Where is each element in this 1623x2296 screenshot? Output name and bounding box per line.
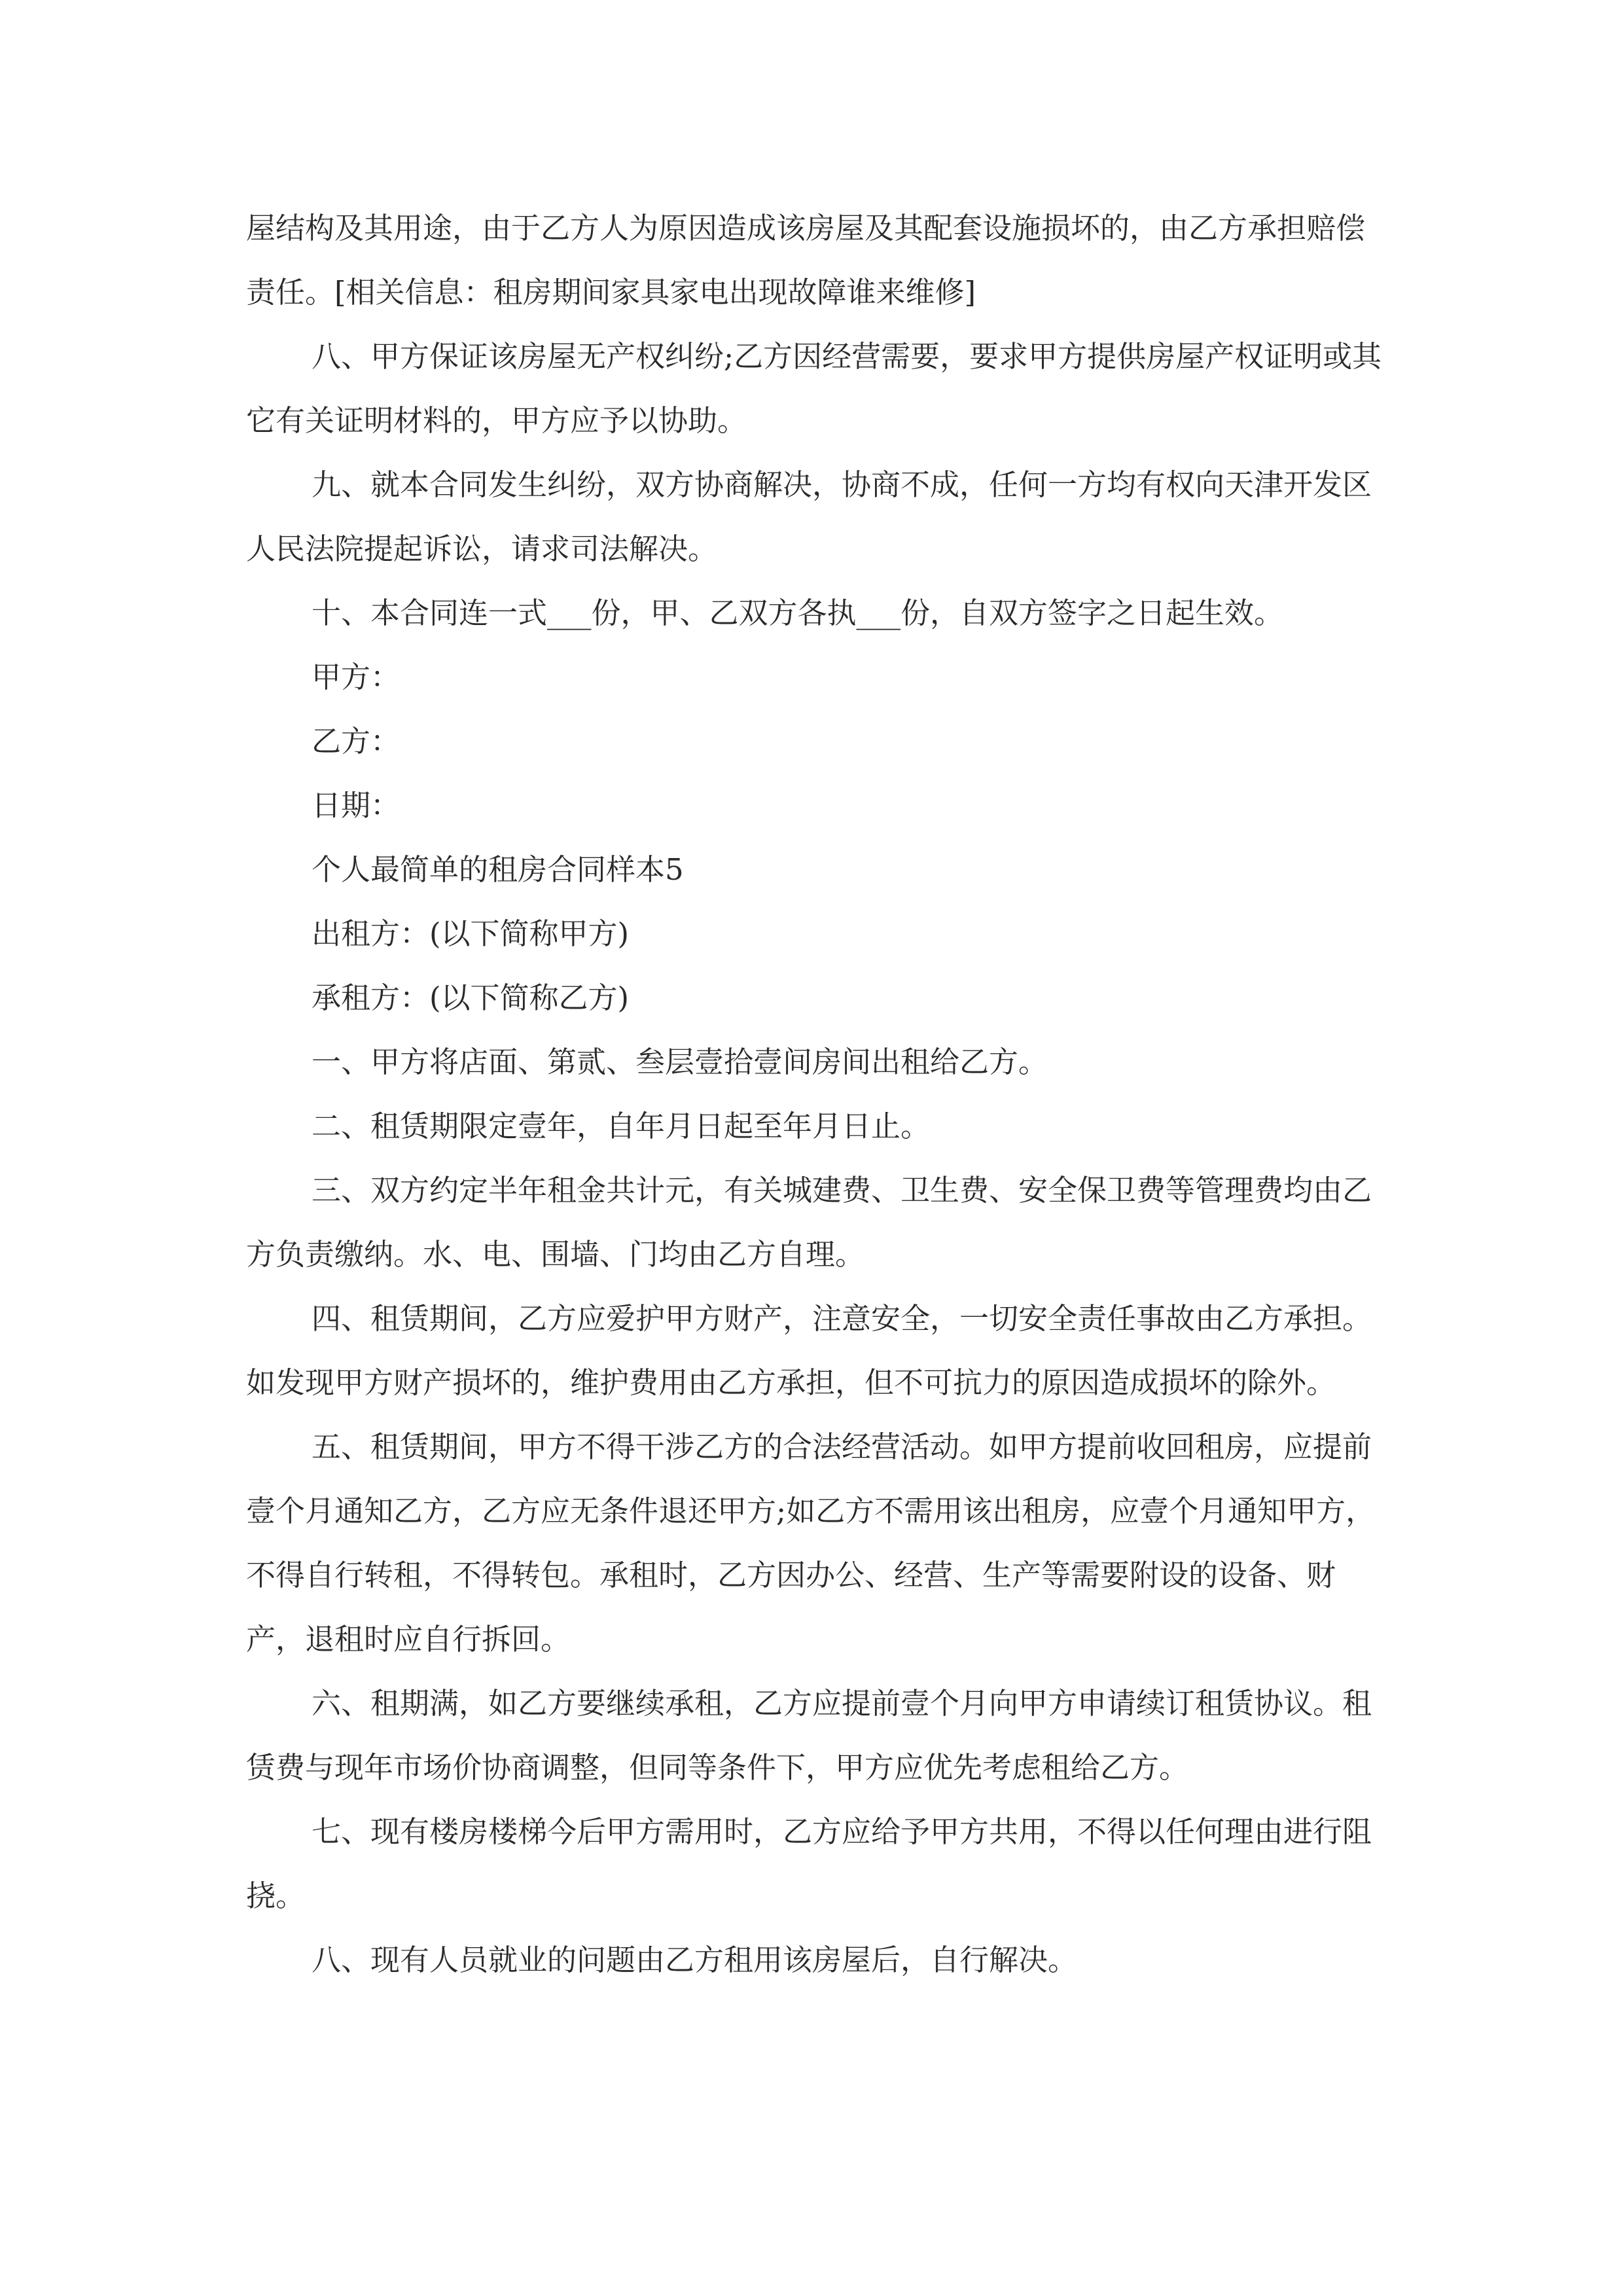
paragraph-item-3: 三、双方约定半年租金共计元，有关城建费、卫生费、安全保卫费等管理费均由乙方负责缴纳。水、电、围墙、门均由乙方自理。: [246, 1173, 1372, 1272]
paragraph-item-5: 五、租赁期间，甲方不得干涉乙方的合法经营活动。如甲方提前收回租房，应提前壹个月通知乙方，乙方应无条件退还甲方;如乙方不需用该出租房，应壹个月通知甲方，不得自行转租，不得转包。承租时，乙方因办公、经营、生产等需要附设的设备、财产，退租时应自行拆回。: [246, 1429, 1376, 1657]
paragraph-clause-9: 九、就本合同发生纠纷，双方协商解决，协商不成，任何一方均有权向天津开发区人民法院提起诉讼，请求司法解决。: [246, 467, 1372, 566]
paragraph-continued-clause-7: 屋结构及其用途，由于乙方人为原因造成该房屋及其配套设施损坏的，由乙方承担赔偿责任。[相关信息：租房期间家具家电出现故障谁来维修]: [246, 211, 1366, 310]
document-body: [246, 196, 1385, 1992]
lessor-line: 出租方：(以下简称甲方): [312, 916, 630, 951]
paragraph-item-1: 一、甲方将店面、第贰、叁层壹拾壹间房间出租给乙方。: [312, 1045, 1048, 1079]
paragraph-clause-10: 十、本合同连一式___份，甲、乙双方各执___份，自双方签字之日起生效。: [312, 596, 1284, 630]
paragraph-item-4: 四、租赁期间，乙方应爱护甲方财产，注意安全，一切安全责任事故由乙方承担。如发现甲方财产损坏的，维护费用由乙方承担，但不可抗力的原因造成损坏的除外。: [246, 1301, 1372, 1400]
paragraph-item-6: 六、租期满，如乙方要继续承租，乙方应提前壹个月向甲方申请续订租赁协议。租赁费与现年市场价协商调整，但同等条件下，甲方应优先考虑租给乙方。: [246, 1686, 1372, 1785]
signature-date: 日期：: [312, 788, 401, 823]
section-title-sample-5: 个人最简单的租房合同样本5: [312, 852, 684, 887]
paragraph-clause-8: 八、甲方保证该房屋无产权纠纷;乙方因经营需要，要求甲方提供房屋产权证明或其它有关证明材料的，甲方应予以协助。: [246, 339, 1382, 438]
paragraph-item-2: 二、租赁期限定壹年，自年月日起至年月日止。: [312, 1109, 931, 1143]
signature-party-a: 甲方：: [312, 660, 401, 694]
paragraph-item-7: 七、现有楼房楼梯今后甲方需用时，乙方应给予甲方共用，不得以任何理由进行阻挠。: [246, 1814, 1372, 1913]
lessee-line: 承租方：(以下简称乙方): [312, 980, 630, 1015]
signature-party-b: 乙方：: [312, 724, 401, 759]
paragraph-item-8: 八、现有人员就业的问题由乙方租用该房屋后，自行解决。: [312, 1943, 1078, 1977]
